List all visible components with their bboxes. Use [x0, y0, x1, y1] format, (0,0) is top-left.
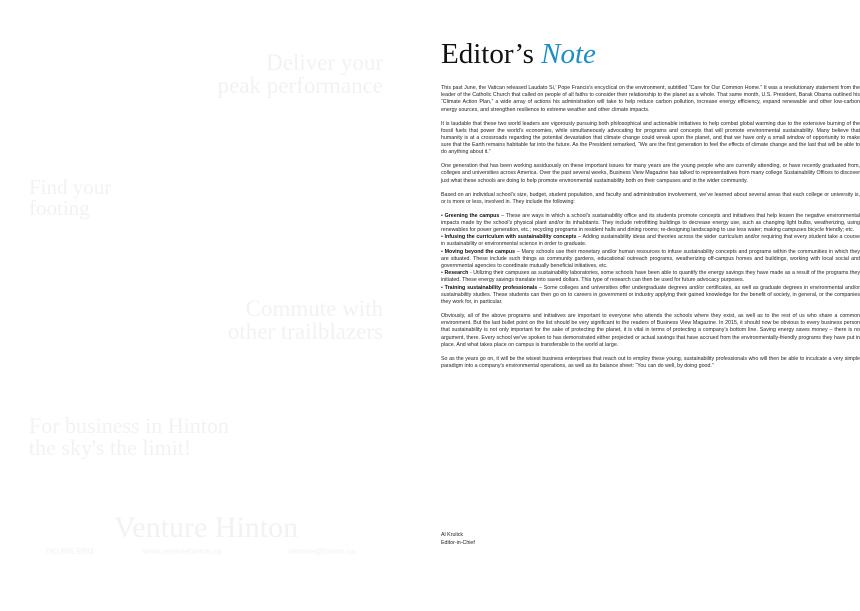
list-item-label: Research	[444, 270, 469, 277]
paragraph: It is laudable that these two world leaders are vigorously pursuing both philosophical and actionable initiatives to help combat global warming due to the extensive burning of the fossil fuels that power the world’s economies, while simultaneously advocating for programs and concepts that will promote environmental sustainability. Many believe that humanity is at a crossroads regarding the potential devastation that climate change could wreak upon the planet, and that we have only a small window of opportunity to make sure that the Earth remains habitable far into the future. As the President remarked, “We are the first generation to feel the effects of climate change and the last that will be able to do anything about it.”	[441, 120, 860, 156]
list-item: • Greening the campus – These are ways in which a school’s sustainability office and its students promote concepts and initiatives that help lessen the negative environmental impacts made by the school’s physical plant and/or its inhabitants. They include retrofitting buildings to decrease energy use, such as changing light bulbs, weatherizing, using renewables for power generation, etc.; recycling programs in resident halls and dining rooms; re-designing landscaping to use less water; making campuses bicycle friendly; etc.	[441, 212, 860, 233]
paragraph: This past June, the Vatican released Laudato Si,’ Pope Francis’s encyclical on the environment, subtitled “Care for Our Common Home.” It was a revolutionary statement from the leader of the Catholic Church that called on people of all faiths to consider their relationship to the planet as a whole. That same month, U.S. President, Barak Obama outlined his “Climate Action Plan,” a wide array of actions his administration will take to help reduce carbon pollution, increase energy efficiency, expand renewable and other low-carbon energy sources, and strengthen resilience to extreme weather and other climate impacts.	[441, 85, 860, 113]
slogan-4: For business in Hinton the sky's the limit!	[29, 413, 229, 460]
list-item-text: - Utilizing their campuses as sustainability laboratories, some schools have been able to quantify the energy savings they have made as a result of the programs they initiated. These energy savings translate into saved dollars. This type of research can then be used for future advocacy purposes.	[441, 270, 860, 284]
paragraph: One generation that has been working assiduously on these important issues for many years are the young people who are currently attending, or have recently graduated from, colleges and universities across America. Over the past several weeks, Business View Magazine has talked to representatives from many college Sustainability Offices to discover just what these schools are doing to help promote environmental sustainability both on their campuses and in the wider community.	[441, 163, 860, 184]
paragraph: Based on an individual school’s size, budget, student population, and faculty and administration involvement, we’ve learned about several areas that each college or university is, or is more or less, involved in. They include the following:	[441, 191, 860, 205]
slogan-3: Commute with other trailblazers	[227, 296, 383, 344]
contact-email: venture@hinton.ca	[288, 547, 356, 556]
author-title: Editor-in-Chief	[441, 540, 475, 546]
paragraph: So as the years go on, it will be the wisest business enterprises that reach out to employ these young, sustainability professionals who will then be able to inculcate a very simple paradigm into a company’s environmental operations, as well as its balance sheet: “You can do well, by doing good.”	[441, 355, 860, 369]
list-item-text: – These are ways in which a school’s sustainability office and its students promote concepts and initiatives that help lessen the negative environmental impacts made by the school’s physical plant and/or its inhabitants. They include retrofitting buildings to decrease energy use, such as changing light bulbs, weatherizing, using renewables for power generation, etc.; recycling programs in resident halls and dining rooms; re-designing landscaping to use less water; making campuses bicycle friendly; etc.	[441, 212, 860, 233]
list-item: • Moving beyond the campus – Many schools use their monetary and/or human resources to infuse sustainability concepts and programs within the communities in which they are situated. These include such things as community gardens, educational outreach programs, weatherizing off-campus homes and buildings, working with local social and governmental agencies to coordinate mutually beneficial initiatives, etc.	[441, 248, 860, 270]
list-item: • Research - Utilizing their campuses as sustainability laboratories, some schools have been able to quantify the energy savings they have made as a result of the programs they initiated. These energy savings translate into saved dollars. This type of research can then be used for future advocacy purposes.	[441, 270, 860, 284]
list-item-label: Moving beyond the campus	[444, 248, 516, 255]
list-item-label: Training sustainability professionals	[444, 284, 538, 291]
slogan-2: Find your footing	[29, 175, 112, 220]
signature-block	[441, 531, 475, 547]
paragraph: Obviously, all of the above programs and initiatives are important to everyone who attends the schools where they exist, as well as to the rest of us who share a common environment. But the last bullet point on the list should be very significant to the readers of Business View Magazine. In 2015, it should now be obvious to every business person that sustainability is not only important for the sake of protecting the planet, it is vital in terms of protecting a company’s bottom line. Saving energy saves money – there is no argument, there. Every school we’ve spoken to has demonstrated either projected or actual savings that have accrued from the environmentally-friendly programs they have put in place. And what takes place on campus is transferable to the world at large.	[441, 312, 860, 348]
title-main: Editor’s	[441, 38, 534, 70]
list-item: • Training sustainability professionals – Some colleges and universities offer undergraduate degrees and/or certificates, as well as graduate degrees in environmental and/or sustainability studies. These students can then go on to careers in government or industry applying their gained knowledge for the benefit of society, in general, or the companies they work for, in particular.	[441, 284, 860, 306]
article-body	[441, 85, 860, 377]
list-item-text: – Adding sustainability ideas and theories across the wider curriculum and/or requiring that every student take a course in sustainability or environmental science in order to graduate.	[441, 234, 860, 248]
brand-name: Venture Hinton	[114, 511, 299, 544]
contact-web: www.venturehinton.ca	[143, 547, 222, 556]
author-name: Al Krulick	[441, 532, 464, 538]
right-page-editors-note	[430, 0, 860, 611]
list-item: • Infusing the curriculum with sustainability concepts – Adding sustainability ideas and theories across the wider curriculum and/or requiring that every student take a course in sustainability or environmental science in order to graduate.	[441, 234, 860, 248]
page-title	[441, 38, 596, 71]
slogan-1: Deliver your peak performance	[217, 50, 383, 98]
list-item-text: – Some colleges and universities offer undergraduate degrees and/or certificates, as well as graduate degrees in environmental and/or sustainability studies. These students can then go on to careers in government or industry applying their gained knowledge for the benefit of society, in general, or the companies they work for, in particular.	[441, 284, 860, 306]
list-item-label: Infusing the curriculum with sustainability concepts	[444, 234, 577, 241]
list-item-label: Greening the campus	[444, 212, 500, 219]
contact-phone: 780.865.5984	[45, 547, 94, 556]
bullet-list	[441, 213, 860, 307]
title-accent: Note	[541, 38, 596, 70]
list-item-text: – Many schools use their monetary and/or human resources to infuse sustainability concepts and programs within the communities in which they are situated. These include such things as community gardens, educational outreach programs, weatherizing off-campus homes and buildings, working with local social and governmental agencies to coordinate mutually beneficial initiatives, etc.	[441, 248, 860, 270]
